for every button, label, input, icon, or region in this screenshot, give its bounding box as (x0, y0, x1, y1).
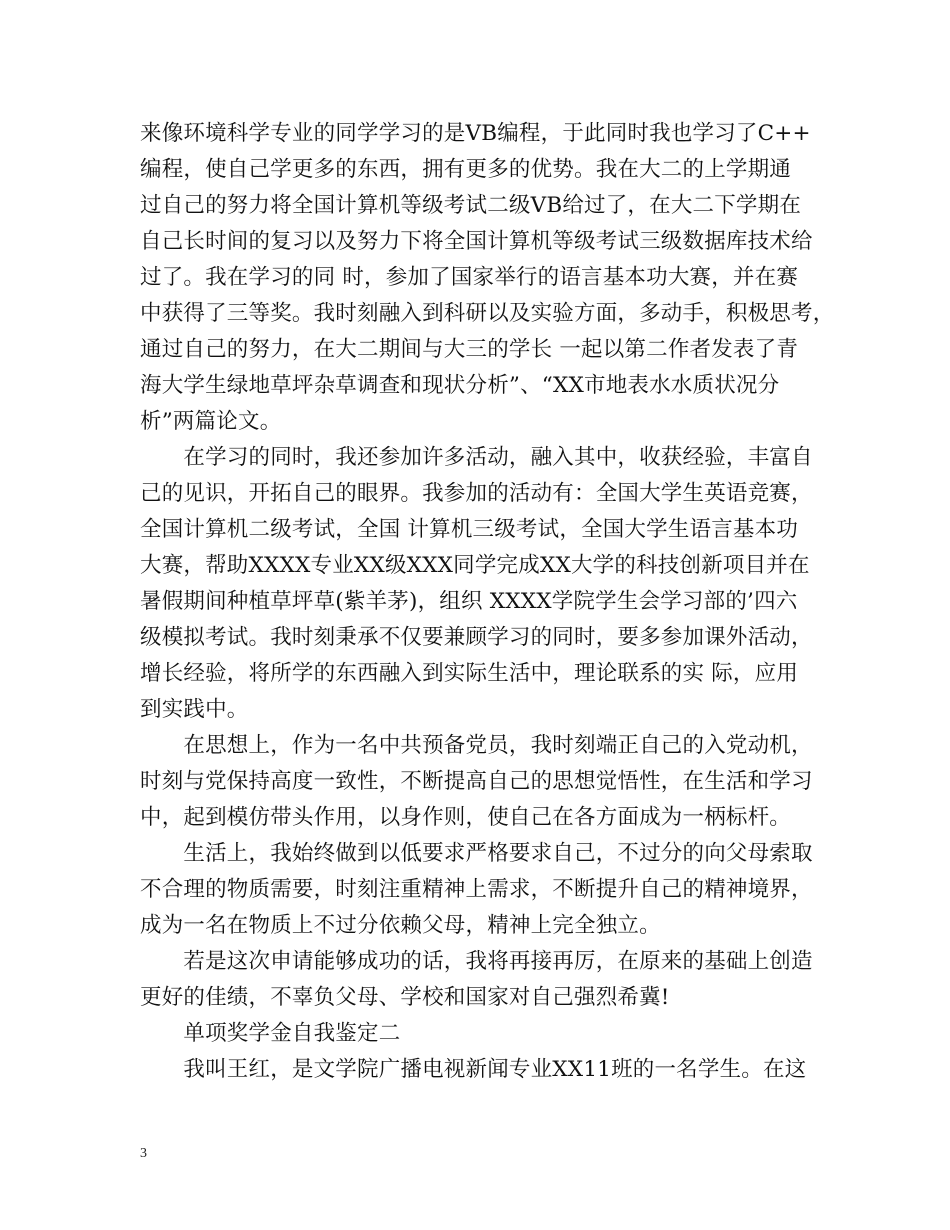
text-line: 更好的佳绩，不辜负父母、学校和国家对自己强烈希冀! (140, 985, 670, 1010)
text-line: 增长经验，将所学的东西融入到实际生活中，理论联系的实 际，应用 (140, 661, 799, 686)
page-number: 3 (140, 1146, 147, 1161)
text-line: 暑假期间种植草坪草(紫羊茅)，组织 XXXX学院学生会学习部的’四六 (140, 589, 798, 614)
text-line: 过了。我在学习的同 时，参加了国家举行的语言基本功大赛，并在赛 (140, 265, 799, 290)
text-line: 级模拟考试。我时刻秉承不仅要兼顾学习的同时，要多参加课外活动， (140, 625, 813, 650)
text-line: 通过自己的努力，在大二期间与大三的学长 一起以第二作者发表了青 (140, 337, 799, 362)
text-line: 全国计算机二级考试，全国 计算机三级考试，全国大学生语言基本功 (140, 517, 799, 542)
text-line: 成为一名在物质上不过分依赖父母，精神上完全独立。 (140, 913, 661, 938)
text-line: 时刻与党保持高度一致性，不断提高自己的思想觉悟性，在生活和学习 (140, 769, 813, 794)
text-line: 中，起到模仿带头作用，以身作则，使自己在各方面成为一柄标杆。 (140, 805, 792, 830)
text-line: 到实践中。 (140, 697, 249, 722)
text-line: 我叫王红，是文学院广播电视新闻专业XX11班的一名学生。在这 (140, 1057, 807, 1082)
text-line: 过自己的努力将全国计算机等级考试二级VB给过了，在大二下学期在 (140, 193, 802, 218)
text-line: 不合理的物质需要，时刻注重精神上需求，不断提升自己的精神境界， (140, 877, 813, 902)
text-line: 中获得了三等奖。我时刻融入到科研以及实验方面，多动手，积极思考， (140, 301, 835, 326)
text-line: 在思想上，作为一名中共预备党员，我时刻端正自己的入党动机， (140, 733, 813, 758)
text-line: 编程，使自己学更多的东西，拥有更多的优势。我在大二的上学期通 (140, 157, 792, 182)
text-line: 大赛，帮助XXXX专业XX级XXX同学完成XX大学的科技创新项目并在 (140, 553, 810, 578)
text-line: 在学习的同时，我还参加许多活动，融入其中，收获经验，丰富自 (140, 445, 813, 470)
text-line: 生活上，我始终做到以低要求严格要求自己，不过分的向父母索取 (140, 841, 813, 866)
text-line: 海大学生绿地草坪杂草调查和现状分析”、“XX市地表水水质状况分 (140, 373, 780, 398)
text-line: 析”两篇论文。 (140, 409, 282, 434)
text-line: 自己长时间的复习以及努力下将全国计算机等级考试三级数据库技术给 (140, 229, 813, 254)
section-heading: 单项奖学金自我鉴定二 (140, 1021, 401, 1046)
text-line: 来像环境科学专业的同学学习的是VB编程，于此同时我也学习了C++ (140, 121, 811, 146)
text-line: 己的见识，开拓自己的眼界。我参加的活动有：全国大学生英语竞赛， (140, 481, 813, 506)
text-line: 若是这次申请能够成功的话，我将再接再厉，在原来的基础上创造 (140, 949, 813, 974)
